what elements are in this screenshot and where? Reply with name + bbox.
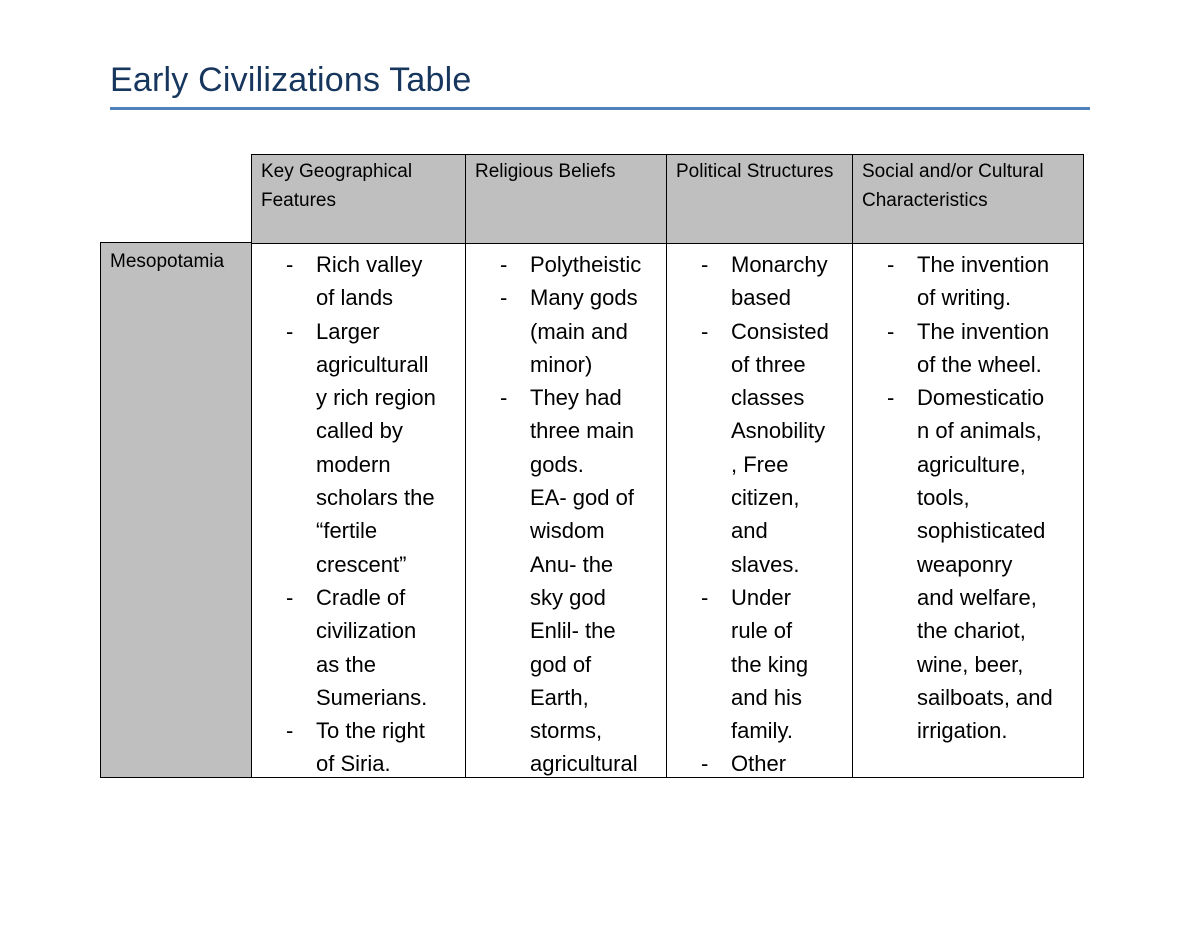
list-item-text: slaves. [731, 551, 800, 577]
list-item-text: sky god [530, 584, 606, 610]
list-item-text: civilization [316, 618, 417, 644]
list-item [667, 747, 852, 778]
bullet-dash: - [286, 252, 294, 277]
list-item-text: y rich region [316, 385, 436, 411]
bullet-dash: - [500, 252, 508, 277]
bullet-dash: - [701, 252, 709, 277]
list-item-text: gods. [530, 451, 584, 477]
list-item-text: The invention [917, 252, 1050, 277]
list-item-text: To the right [316, 718, 425, 744]
list-item-text: They had [530, 385, 622, 411]
header-religion: Religious Beliefs [466, 154, 667, 244]
list-item-text: of three [731, 351, 806, 377]
list-item-text: as the [316, 651, 376, 677]
header-geography: Key Geographical Features [252, 154, 466, 244]
list-item-text: modern [316, 451, 391, 477]
list-item-text: Many gods [530, 285, 638, 311]
list-item-text: of the wheel. [917, 351, 1042, 377]
list-item [853, 248, 1083, 315]
list-item-text: tools, [917, 485, 970, 511]
bullet-dash: - [500, 285, 508, 311]
list-item [252, 248, 465, 315]
list-item-text: sophisticated [917, 518, 1046, 544]
list-item-text: based [731, 285, 791, 311]
politics-list [667, 248, 852, 778]
geography-list [252, 248, 465, 778]
bullet-dash: - [701, 318, 709, 344]
religion-list [466, 248, 666, 778]
bullet-dash: - [887, 385, 895, 411]
list-item [466, 614, 666, 778]
list-item-text: the king [731, 651, 809, 677]
list-item-text: “fertile [316, 518, 378, 544]
list-item-text: storms, [530, 718, 603, 744]
list-item-text: wine, beer, [917, 651, 1024, 677]
list-item-text: Other [731, 751, 787, 777]
list-item [252, 315, 465, 581]
header-social: Social and/or Cultural Characteristics [853, 154, 1084, 244]
civilizations-table [100, 154, 1084, 778]
list-item-text: the chariot, [917, 618, 1026, 644]
list-item-text: , Free [731, 451, 789, 477]
list-item-text: Polytheistic [530, 252, 642, 277]
list-item-text: EA- god of [530, 485, 634, 511]
list-item-text: called by [316, 418, 403, 444]
list-item-text: of Siria. [316, 751, 391, 777]
list-item [667, 315, 852, 581]
header-politics: Political Structures [667, 154, 853, 244]
bullet-dash: - [286, 584, 294, 610]
list-item [252, 581, 465, 714]
list-item-text: crescent” [316, 551, 407, 577]
page-title: Early Civilizations Table [110, 61, 472, 99]
list-item-text: and [731, 518, 768, 544]
list-item-text: scholars the [316, 485, 435, 511]
list-item [667, 581, 852, 747]
list-item-text: Monarchy [731, 252, 828, 277]
list-item-text: and welfare, [917, 584, 1037, 610]
list-item-text: of writing. [917, 285, 1012, 311]
list-item-text: three main [530, 418, 634, 444]
list-item-text: Rich valley [316, 252, 423, 277]
social-list [853, 248, 1083, 747]
list-item-text: (main and [530, 318, 628, 344]
list-item-text: minor) [530, 351, 593, 377]
bullet-dash: - [887, 252, 895, 277]
bullet-dash: - [286, 318, 294, 344]
list-item-text: god of [530, 651, 592, 677]
list-item-text: Consisted [731, 318, 829, 344]
list-item-text: Sumerians. [316, 684, 428, 710]
row-header-mesopotamia: Mesopotamia [100, 242, 252, 778]
cell-politics [667, 244, 853, 778]
bullet-dash: - [500, 385, 508, 411]
list-item-text: Under [731, 584, 791, 610]
list-item-text: Earth, [530, 684, 589, 710]
bullet-dash: - [701, 584, 709, 610]
list-item [853, 315, 1083, 382]
list-item-text: agriculture, [917, 451, 1026, 477]
list-item-text: Asnobility [731, 418, 826, 444]
list-item [466, 481, 666, 548]
list-item-text: agricultural [530, 751, 638, 777]
list-item-text: Anu- the [530, 551, 614, 577]
list-item-text: Domesticatio [917, 385, 1045, 411]
list-item-text: family. [731, 718, 793, 744]
list-item-text: sailboats, and [917, 684, 1053, 710]
list-item-text: Cradle of [316, 584, 406, 610]
list-item-text: and his [731, 684, 802, 710]
corner-cell [100, 154, 252, 244]
list-item-text: rule of [731, 618, 793, 644]
list-item [853, 381, 1083, 747]
title-underline [110, 107, 1090, 110]
list-item [252, 714, 465, 778]
cell-religion [466, 244, 667, 778]
bullet-dash: - [286, 718, 294, 744]
list-item-text: The invention [917, 318, 1050, 344]
list-item-text: of lands [316, 285, 394, 311]
list-item-text: n of animals, [917, 418, 1042, 444]
list-item [466, 381, 666, 481]
list-item-text: Larger [316, 318, 380, 344]
list-item [667, 248, 852, 315]
bullet-dash: - [887, 318, 895, 344]
list-item-text: agriculturall [316, 351, 429, 377]
list-item [466, 281, 666, 381]
list-item-text: citizen, [731, 485, 800, 511]
list-item-text: Enlil- the [530, 618, 616, 644]
cell-geography [252, 244, 466, 778]
list-item-text: weaponry [917, 551, 1013, 577]
cell-social [853, 244, 1084, 778]
list-item-text: wisdom [530, 518, 605, 544]
bullet-dash: - [701, 751, 709, 777]
list-item [466, 248, 666, 281]
list-item-text: irrigation. [917, 718, 1008, 744]
list-item [466, 548, 666, 615]
list-item-text: classes [731, 385, 805, 411]
